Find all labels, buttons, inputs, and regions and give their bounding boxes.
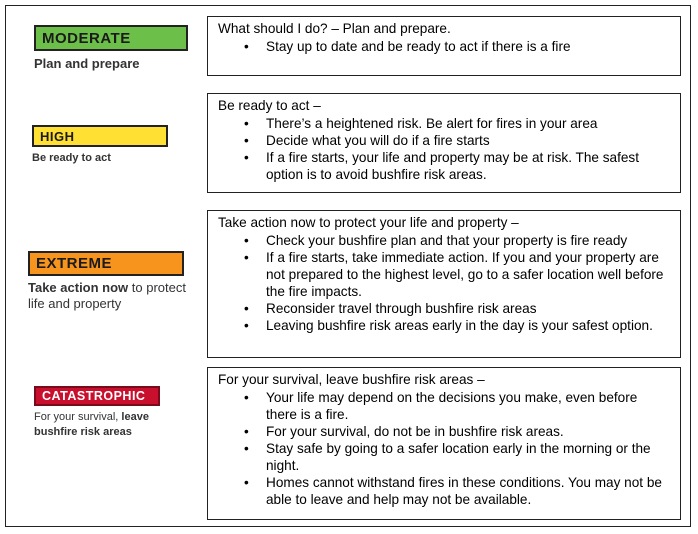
catastrophic-subtitle bbox=[34, 410, 166, 440]
list-item: • For your survival, do not be in bushfire risk areas. bbox=[266, 423, 672, 440]
moderate-badge: MODERATE bbox=[34, 25, 188, 51]
moderate-subtitle: Plan and prepare bbox=[34, 56, 140, 71]
high-bullets bbox=[218, 115, 672, 183]
list-item: • If a fire starts, your life and property may be at risk. The safest option is to avoid bushfire risk areas. bbox=[266, 149, 672, 183]
catastrophic-advice-box bbox=[207, 367, 681, 520]
list-item: • Homes cannot withstand fires in these conditions. You may not be able to leave and help may not be available. bbox=[266, 474, 672, 508]
list-item: • Leaving bushfire risk areas early in the day is your safest option. bbox=[266, 317, 672, 334]
high-rating bbox=[32, 125, 168, 166]
catastrophic-rating bbox=[34, 386, 166, 440]
moderate-advice-box bbox=[207, 16, 681, 76]
list-item: • Stay safe by going to a safer location early in the morning or the night. bbox=[266, 440, 672, 474]
moderate-bullets bbox=[218, 38, 672, 55]
list-item: • Stay up to date and be ready to act if there is a fire bbox=[266, 38, 672, 55]
list-item: • Decide what you will do if a fire starts bbox=[266, 132, 672, 149]
extreme-heading: Take action now to protect your life and property – bbox=[218, 215, 519, 230]
moderate-rating bbox=[34, 25, 188, 72]
catastrophic-heading: For your survival, leave bushfire risk areas – bbox=[218, 372, 485, 387]
high-subtitle: Be ready to act bbox=[32, 152, 111, 164]
extreme-subtitle bbox=[28, 280, 198, 312]
catastrophic-badge: CATASTROPHIC bbox=[34, 386, 160, 406]
high-advice-box bbox=[207, 93, 681, 193]
catastrophic-bullets bbox=[218, 389, 672, 508]
extreme-bullets bbox=[218, 232, 672, 334]
list-item: • Your life may depend on the decisions you make, even before there is a fire. bbox=[266, 389, 672, 423]
list-item: • Reconsider travel through bushfire risk areas bbox=[266, 300, 672, 317]
moderate-heading: What should I do? – Plan and prepare. bbox=[218, 21, 451, 36]
list-item: • There’s a heightened risk. Be alert for fires in your area bbox=[266, 115, 672, 132]
list-item: • Check your bushfire plan and that your property is fire ready bbox=[266, 232, 672, 249]
extreme-rating bbox=[28, 251, 198, 312]
high-heading: Be ready to act – bbox=[218, 98, 321, 113]
extreme-badge: EXTREME bbox=[28, 251, 184, 276]
catastrophic-subtitle-rest: For your survival, bbox=[34, 411, 122, 423]
list-item: • If a fire starts, take immediate action. If you and your property are not prepared to the highest level, go to a safer location well before the fire impacts. bbox=[266, 249, 672, 300]
extreme-subtitle-emphasis: Take action now bbox=[28, 280, 129, 295]
catastrophic-subtitle-emphasis: leave bushfire risk areas bbox=[34, 411, 149, 438]
high-badge: HIGH bbox=[32, 125, 168, 147]
extreme-subtitle-rest: to protect life and property bbox=[28, 280, 186, 311]
extreme-advice-box bbox=[207, 210, 681, 358]
